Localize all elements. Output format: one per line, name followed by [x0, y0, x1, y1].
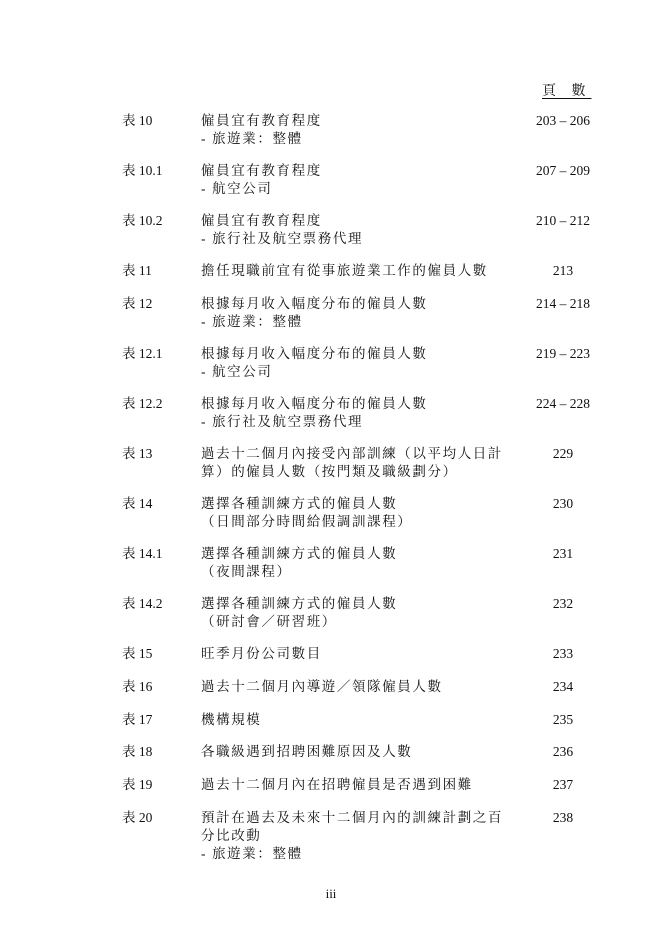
table-number: 表 20	[122, 810, 153, 825]
table-title	[201, 112, 531, 148]
page-range: 229	[552, 446, 574, 461]
table-title	[201, 776, 531, 794]
table-title-line: 機構規模	[201, 712, 262, 727]
page-range: 219 – 223	[536, 346, 590, 361]
page-range: 234	[552, 679, 574, 694]
page-range: 213	[552, 263, 574, 278]
page-range: 233	[552, 646, 574, 661]
table-title	[201, 678, 531, 696]
page-range: 232	[552, 596, 574, 611]
page-range: 238	[552, 810, 574, 825]
table-title	[201, 162, 531, 198]
table-number: 表 10.1	[122, 163, 163, 178]
table-title	[201, 545, 531, 581]
table-number: 表 12	[122, 296, 153, 311]
table-number: 表 11	[122, 263, 152, 278]
table-subtitle-line: - 旅遊業：整體	[201, 314, 303, 329]
page-range: 237	[552, 777, 574, 792]
table-title-line: 預計在過去及未來十二個月內的訓練計劃之百	[201, 810, 503, 825]
table-title-line: 根據每月收入幅度分布的僱員人數	[201, 296, 428, 311]
table-title-line: 過去十二個月內在招聘僱員是否遇到困難	[201, 777, 473, 792]
table-number: 表 12.1	[122, 346, 163, 361]
table-title	[201, 445, 531, 481]
page-range: 214 – 218	[536, 296, 590, 311]
page-range: 235	[552, 712, 574, 727]
table-number: 表 14	[122, 496, 153, 511]
table-title	[201, 711, 531, 729]
table-subtitle-line: （夜間課程）	[201, 564, 292, 579]
table-title	[201, 395, 531, 431]
table-title	[201, 495, 531, 531]
table-title	[201, 295, 531, 331]
table-number: 表 12.2	[122, 396, 163, 411]
table-subtitle-line: - 航空公司	[201, 364, 273, 379]
table-number: 表 18	[122, 744, 153, 759]
table-title-line: 僱員宜有教育程度	[201, 163, 322, 178]
table-title	[201, 595, 531, 631]
page-range: 230	[552, 496, 574, 511]
table-number: 表 14.1	[122, 546, 163, 561]
table-subtitle-line: - 航空公司	[201, 181, 273, 196]
table-subtitle-line: - 旅遊業：整體	[201, 131, 303, 146]
table-number: 表 16	[122, 679, 153, 694]
table-title	[201, 743, 531, 761]
table-title	[201, 809, 531, 863]
table-title-line: 根據每月收入幅度分布的僱員人數	[201, 346, 428, 361]
page-range: 203 – 206	[536, 113, 590, 128]
table-subtitle-line: （研討會／研習班）	[201, 614, 337, 629]
table-title-line: 選擇各種訓練方式的僱員人數	[201, 546, 398, 561]
page-range: 236	[552, 744, 574, 759]
table-title-line: 根據每月收入幅度分布的僱員人數	[201, 396, 428, 411]
table-number: 表 13	[122, 446, 153, 461]
table-number: 表 10	[122, 113, 153, 128]
table-title	[201, 262, 531, 280]
table-title	[201, 645, 531, 663]
pages-column-header: 頁 數	[542, 84, 592, 99]
table-title-line: 僱員宜有教育程度	[201, 113, 322, 128]
table-subtitle-line: 算）的僱員人數（按門類及職級劃分）	[201, 464, 458, 479]
page-range: 224 – 228	[536, 396, 590, 411]
table-title-line: 各職級遇到招聘困難原因及人數	[201, 744, 413, 759]
page-number: iii	[325, 886, 337, 901]
table-subtitle-line: - 旅行社及航空票務代理	[201, 414, 364, 429]
table-subtitle-line: 分比改動	[201, 828, 262, 843]
table-title-line: 選擇各種訓練方式的僱員人數	[201, 596, 398, 611]
table-title-line: 僱員宜有教育程度	[201, 213, 322, 228]
table-subtitle-line: - 旅行社及航空票務代理	[201, 231, 364, 246]
table-title-line: 擔任現職前宜有從事旅遊業工作的僱員人數	[201, 263, 488, 278]
table-title-line: 選擇各種訓練方式的僱員人數	[201, 496, 398, 511]
table-number: 表 10.2	[122, 213, 163, 228]
table-title-line: 過去十二個月內接受內部訓練（以平均人日計	[201, 446, 503, 461]
table-subtitle-line: （日間部分時間給假調訓課程）	[201, 514, 413, 529]
page-range: 231	[552, 546, 574, 561]
table-number: 表 19	[122, 777, 153, 792]
table-title-line: 旺季月份公司數目	[201, 646, 322, 661]
table-title-line: 過去十二個月內導遊／領隊僱員人數	[201, 679, 443, 694]
page-range: 207 – 209	[536, 163, 590, 178]
table-number: 表 14.2	[122, 596, 163, 611]
table-subtitle-line: - 旅遊業：整體	[201, 846, 303, 861]
page-range: 210 – 212	[536, 213, 590, 228]
table-title	[201, 212, 531, 248]
table-number: 表 17	[122, 712, 153, 727]
table-number: 表 15	[122, 646, 153, 661]
table-title	[201, 345, 531, 381]
